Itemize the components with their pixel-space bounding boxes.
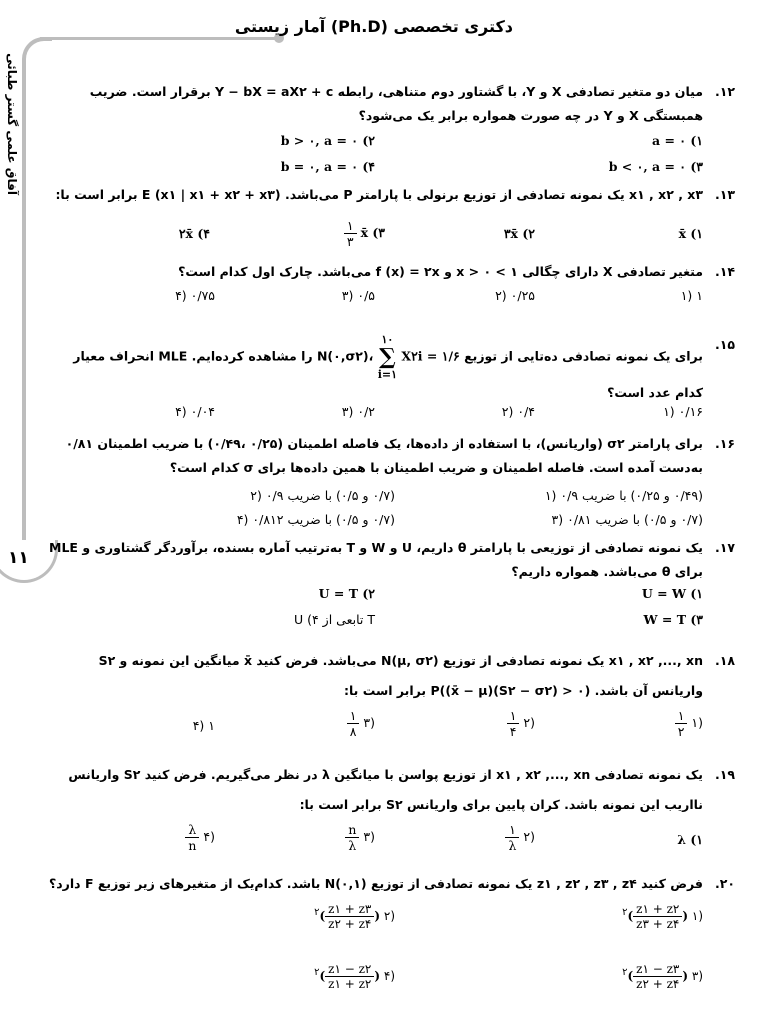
option-3[interactable]: ۰/۲ (۳ [341, 404, 375, 419]
option-2[interactable]: (۲ $\frac{۱}{\lambda}$ [505, 822, 535, 853]
option-2[interactable]: ۳x̄ (۲ [503, 226, 535, 241]
option-1[interactable]: (۰/۴۹ و ۰/۲۵) با ضریب ۰/۹ (۱ [544, 488, 703, 503]
option-3[interactable]: (۳ $\frac{۱}{۸}$ [347, 708, 375, 739]
option-3-fraction: $\frac{۱}{۳}$ [344, 218, 357, 249]
question-text: برای پارامتر σ۲ (واریانس)، با استفاده از داده‌ها، یک فاصله اطمینان (۰/۲۵ ،۰/۴۹) با ضریب اطمینان ۰/۸۱ به‌دست آمده است. فاصله اطمینان و ضریب اطمینان با همین داده‌ها برای σ کدام است؟ [65, 436, 703, 475]
question-number: ۱۸. [714, 653, 735, 668]
option-4[interactable]: (۴ ( $\frac{z۱ - z۲}{z۱ + z۲}$ )$^۲$ [314, 962, 395, 991]
question-18 [45, 646, 735, 706]
question-text: متغیر تصادفی X دارای چگالی ۱ > x > ۰ و f (x) = ۲x می‌باشد. چارک اول کدام است؟ [178, 264, 703, 279]
side-publisher-label: آفاق علمی گستر طبائی [5, 53, 19, 195]
option-3[interactable]: (۳ ( $\frac{z۱ - z۳}{z۲ + z۴}$ )$^۲$ [622, 962, 703, 991]
question-number: ۱۵. [714, 337, 735, 352]
option-3-fraction: $\frac{۱}{۸}$ [347, 708, 360, 739]
option-1[interactable]: (۱ ( $\frac{z۱ + z۲}{z۳ + z۴}$ )$^۲$ [622, 902, 703, 931]
question-text: یک نمونه تصادفی از توزیعی با پارامتر θ داریم، U و W و T به‌ترتیب آماره بسنده، برآوردگر گشتاوری و MLE برای θ می‌باشد. همواره داریم؟ [49, 540, 703, 579]
option-4[interactable]: ۰/۷۵ (۴ [175, 288, 215, 303]
question-text: فرض کنید z۱ , z۲ , z۳ , z۴ یک نمونه تصادفی از توزیع N(۰,۱) باشد. کدام‌یک از متغیرهای زیر توزیع F دارد؟ [49, 876, 703, 891]
option-4[interactable]: ۲x̄ (۴ [178, 226, 210, 241]
option-4[interactable]: ۰/۰۴ (۴ [175, 404, 215, 419]
option-1-fraction: $\frac{۱}{۲}$ [675, 708, 688, 739]
option-3[interactable]: (۳ $\frac{n}{\lambda}$ [345, 822, 375, 853]
question-13 [45, 183, 735, 207]
question-text-part-b: را مشاهده کرده‌ایم. MLE انحراف معیار کدام عدد است؟ [73, 348, 703, 400]
option-1[interactable]: U = W (۱ [641, 586, 703, 601]
option-4[interactable]: ۱ (۴ [192, 718, 215, 733]
summation-sign: ۱۰ ∑ i=۱ [377, 333, 398, 381]
page-number: ۱۱ [8, 548, 29, 568]
question-text: x۱ , x۲ , x۳ یک نمونه تصادفی از توزیع برنولی با پارامتر P می‌باشد. E (x۱ | x۱ + x۲ + x۳) برابر است با: [55, 187, 703, 202]
option-2-fraction: $\frac{۱}{۴}$ [507, 708, 520, 739]
option-2[interactable]: (۰/۷ و ۰/۵) با ضریب ۰/۹ (۲ [250, 488, 395, 503]
option-3[interactable]: b < ۰, a = ۰ (۳ [608, 159, 703, 174]
option-3[interactable]: x̄ (۳ $\frac{۱}{۳}$ [344, 218, 385, 249]
option-4[interactable]: (۰/۷ و ۰/۵) با ضریب ۰/۸۱۲ (۴ [236, 512, 395, 527]
question-number: ۱۹. [714, 767, 735, 782]
option-2-fraction: $\frac{z۱ + z۳}{z۲ + z۴}$ [325, 902, 374, 931]
question-16 [45, 432, 735, 480]
question-15 [45, 315, 735, 400]
option-2[interactable]: (۲ ( $\frac{z۱ + z۳}{z۲ + z۴}$ )$^۲$ [314, 902, 395, 931]
option-2[interactable]: ۰/۲۵ (۲ [495, 288, 535, 303]
header-rule [40, 37, 280, 40]
question-19 [45, 760, 735, 820]
question-17 [45, 536, 735, 584]
option-2[interactable]: U = T (۲ [318, 586, 375, 601]
question-number: ۱۷. [714, 540, 735, 555]
option-2[interactable]: b > ۰, a = ۰ (۲ [280, 133, 375, 148]
option-1[interactable]: ۰/۱۶ (۱ [663, 404, 703, 419]
option-4[interactable]: T تابعی از U (۴ [293, 612, 375, 627]
question-20 [45, 872, 735, 896]
option-3[interactable]: W = T (۳ [643, 612, 703, 627]
option-4-fraction: $\frac{\lambda}{n}$ [185, 822, 199, 853]
question-14 [45, 260, 735, 284]
option-1[interactable]: a = ۰ (۱ [652, 133, 703, 148]
option-3-fraction: $\frac{z۱ - z۳}{z۲ + z۴}$ [633, 962, 682, 991]
option-1[interactable]: x̄ (۱ [678, 226, 703, 241]
option-3[interactable]: ۰/۵ (۳ [341, 288, 375, 303]
question-number: ۱۳. [714, 187, 735, 202]
question-12 [45, 80, 735, 128]
option-1[interactable]: ۱ (۱ [680, 288, 703, 303]
option-1[interactable]: (۱ $\frac{۱}{۲}$ [675, 708, 703, 739]
option-1-fraction: $\frac{z۱ + z۲}{z۳ + z۴}$ [633, 902, 682, 931]
summation-body: X۲i = ۱/۶ [401, 348, 460, 364]
question-text: x۱ , x۲ ,..., xn یک نمونه تصادفی از توزیع N(μ, σ۲) می‌باشد. فرض کنید x̄ میانگین این نمونه و S۲ واریانس آن باشد. P((x̄ − μ)(S۲ − σ۲) > ۰) برابر است با: [98, 653, 703, 698]
page-header-title: دکتری تخصصی (Ph.D) آمار زیستی [234, 17, 513, 36]
option-3[interactable]: (۰/۷ و ۰/۵) با ضریب ۰/۸۱ (۳ [551, 512, 703, 527]
question-number: ۱۴. [714, 264, 735, 279]
option-4-fraction: $\frac{z۱ - z۲}{z۱ + z۲}$ [325, 962, 374, 991]
question-number: ۱۲. [714, 84, 735, 99]
option-2-fraction: $\frac{۱}{\lambda}$ [505, 822, 519, 853]
question-number: ۲۰. [714, 876, 735, 891]
option-2[interactable]: (۲ $\frac{۱}{۴}$ [507, 708, 535, 739]
question-text: میان دو متغیر تصادفی X و Y، با گشتاور دوم متناهی، رابطه Y − bX = aX۲ + c برقرار است. ضریب همبستگی X و Y در چه صورت همواره برابر یک می‌شود؟ [89, 84, 703, 123]
option-3-fraction: $\frac{n}{\lambda}$ [345, 822, 359, 853]
question-text-part-a: برای یک نمونه تصادفی ده‌تایی از توزیع N(۰,σ۲)، [316, 348, 703, 364]
option-4[interactable]: b = ۰, a = ۰ (۴ [280, 159, 375, 174]
option-1[interactable]: λ (۱ [677, 832, 703, 847]
option-2[interactable]: ۰/۴ (۲ [501, 404, 535, 419]
question-number: ۱۶. [714, 436, 735, 451]
option-4[interactable]: (۴ $\frac{\lambda}{n}$ [185, 822, 215, 853]
question-text: یک نمونه تصادفی x۱ , x۲ ,..., xn از توزیع پواسن با میانگین λ در نظر می‌گیریم. فرض کنید S۲ واریانس نااریب این نمونه باشد. کران پایین برای واریانس S۲ برابر است با: [68, 767, 703, 812]
